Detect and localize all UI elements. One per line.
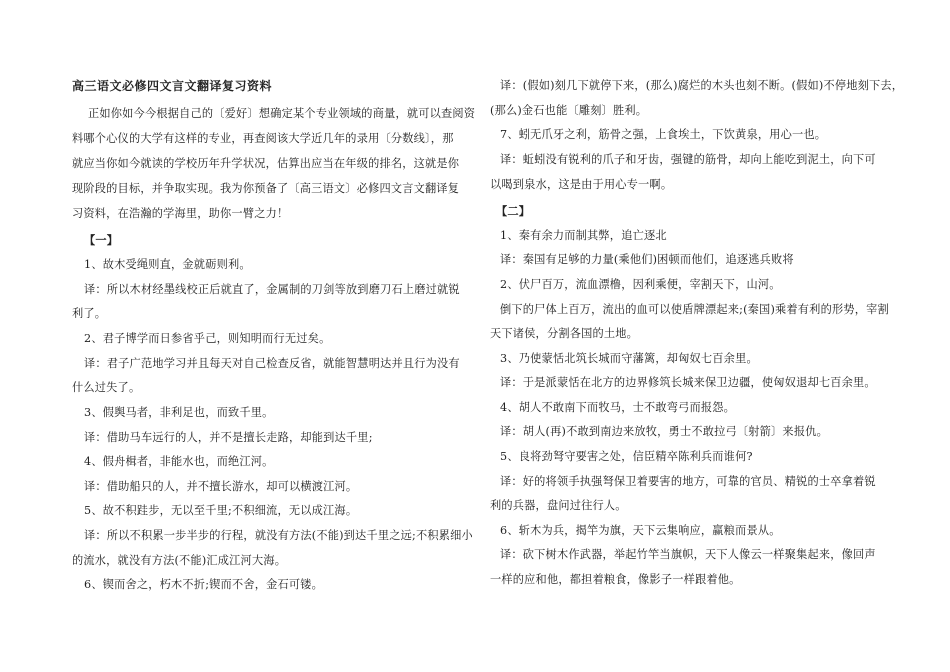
intro-line: 料哪个心仪的大学有这样的专业，再查阅该大学近几年的录用〔分数线〕，那 xyxy=(72,132,454,145)
text-line: 4、胡人不敢南下而牧马，士不敢弯弓而报怨。 xyxy=(500,401,736,414)
translation-line: 什么过失了。 xyxy=(72,381,141,394)
translation-line: 的流水，就没有方法(不能)汇成江河大海。 xyxy=(72,554,287,567)
section-heading-1: 【一】 xyxy=(84,233,119,247)
translation-line: 译：好的将领手执强弩保卫着要害的地方，可靠的官员、精锐的士卒拿着锐 xyxy=(500,475,876,488)
translation-line: 译：于是派蒙恬在北方的边界修筑长城来保卫边疆，使匈奴退却七百余里。 xyxy=(500,376,876,389)
translation-line: 译：借助船只的人，并不擅长游水，却可以横渡江河。 xyxy=(84,480,358,493)
translation-line: 倒下的尸体上百万，流出的血可以使盾牌漂起来;(秦国)乘着有利的形势，宰割 xyxy=(500,303,889,316)
translation-line: 一样的应和他，都担着粮食，像影子一样跟着他。 xyxy=(490,573,741,586)
intro-line: 正如你如今今根据自己的〔爱好〕想确定某个专业领域的商量，就可以查阅资 xyxy=(88,107,476,120)
text-line: 5、故不积跬步，无以至千里;不积细流，无以成江海。 xyxy=(84,504,358,517)
intro-line: 现阶段的目标，并争取实现。我为你预备了〔高三语文〕必修四文言文翻译复 xyxy=(72,182,460,195)
translation-line: 译：所以不积累一步半步的行程，就没有方法(不能)到达千里之远;不积累细小 xyxy=(84,529,473,542)
text-line: 5、良将劲弩守要害之处，信臣精卒陈利兵而谁何? xyxy=(500,450,753,463)
text-line: 6、锲而舍之，朽木不折;锲而不舍，金石可镂。 xyxy=(84,578,324,591)
translation-line: 译：秦国有足够的力量(乘他们)困顿而他们，追逐逃兵败将 xyxy=(500,253,794,266)
translation-line: 天下诸侯，分割各国的土地。 xyxy=(490,327,639,340)
translation-line: 利的兵器，盘问过往行人。 xyxy=(490,499,627,512)
translation-line: 译：砍下树木作武器，举起竹竿当旗帜，天下人像云一样聚集起来，像回声 xyxy=(500,548,876,561)
translation-line: 译：君子广范地学习并且每天对自己检查反省，就能智慧明达并且行为没有 xyxy=(84,357,460,370)
text-line: 1、故木受绳则直，金就砺则利。 xyxy=(84,258,251,271)
translation-line: 译：所以木材经墨线校正后就直了，金属制的刀剑等放到磨刀石上磨过就锐 xyxy=(84,283,460,296)
translation-line: 译：蚯蚓没有锐利的爪子和牙齿，强键的筋骨，却向上能吃到泥土，向下可 xyxy=(500,153,876,166)
translation-line: 译：借助马车远行的人，并不是擅长走路，却能到达千里; xyxy=(84,431,373,444)
text-line: 1、秦有余力而制其弊，追亡逐北 xyxy=(500,229,667,242)
text-line: 3、假舆马者，非利足也，而致千里。 xyxy=(84,406,274,419)
translation-line: 利了。 xyxy=(72,307,107,320)
text-line: 3、乃使蒙恬北筑长城而守藩篱，却匈奴七百余里。 xyxy=(500,352,758,365)
translation-line: (那么)金石也能〔雕刻〕胜利。 xyxy=(490,104,648,117)
intro-line: 就应当你如今就读的学校历年升学状况，估算出应当在年级的排名，这就是你 xyxy=(72,157,460,170)
translation-line: 译：(假如)刻几下就停下来，(那么)腐烂的木头也刻不断。(假如)不停地刻下去， xyxy=(500,79,904,92)
document-title: 高三语文必修四文言文翻译复习资料 xyxy=(72,79,273,93)
intro-line: 习资料，在浩瀚的学海里，助你一臂之力！ xyxy=(72,207,289,220)
translation-line: 译：胡人(再)不敢到南边来放牧，勇士不敢拉弓〔射箭〕来报仇。 xyxy=(500,425,828,438)
text-line: 4、假舟楫者，非能水也，而绝江河。 xyxy=(84,455,274,468)
text-line: 2、伏尸百万，流血漂橹，因利乘便，宰割天下，山河。 xyxy=(500,278,781,291)
text-line: 7、蚓无爪牙之利，筋骨之强，上食埃土，下饮黄泉，用心一也。 xyxy=(500,128,827,141)
text-line: 2、君子博学而日参省乎己，则知明而行无过矣。 xyxy=(84,332,331,345)
translation-line: 以喝到泉水，这是由于用心专一啊。 xyxy=(490,178,673,191)
text-line: 6、斩木为兵，揭竿为旗，天下云集响应，赢粮而景从。 xyxy=(500,524,781,537)
section-heading-2: 【二】 xyxy=(496,204,531,218)
